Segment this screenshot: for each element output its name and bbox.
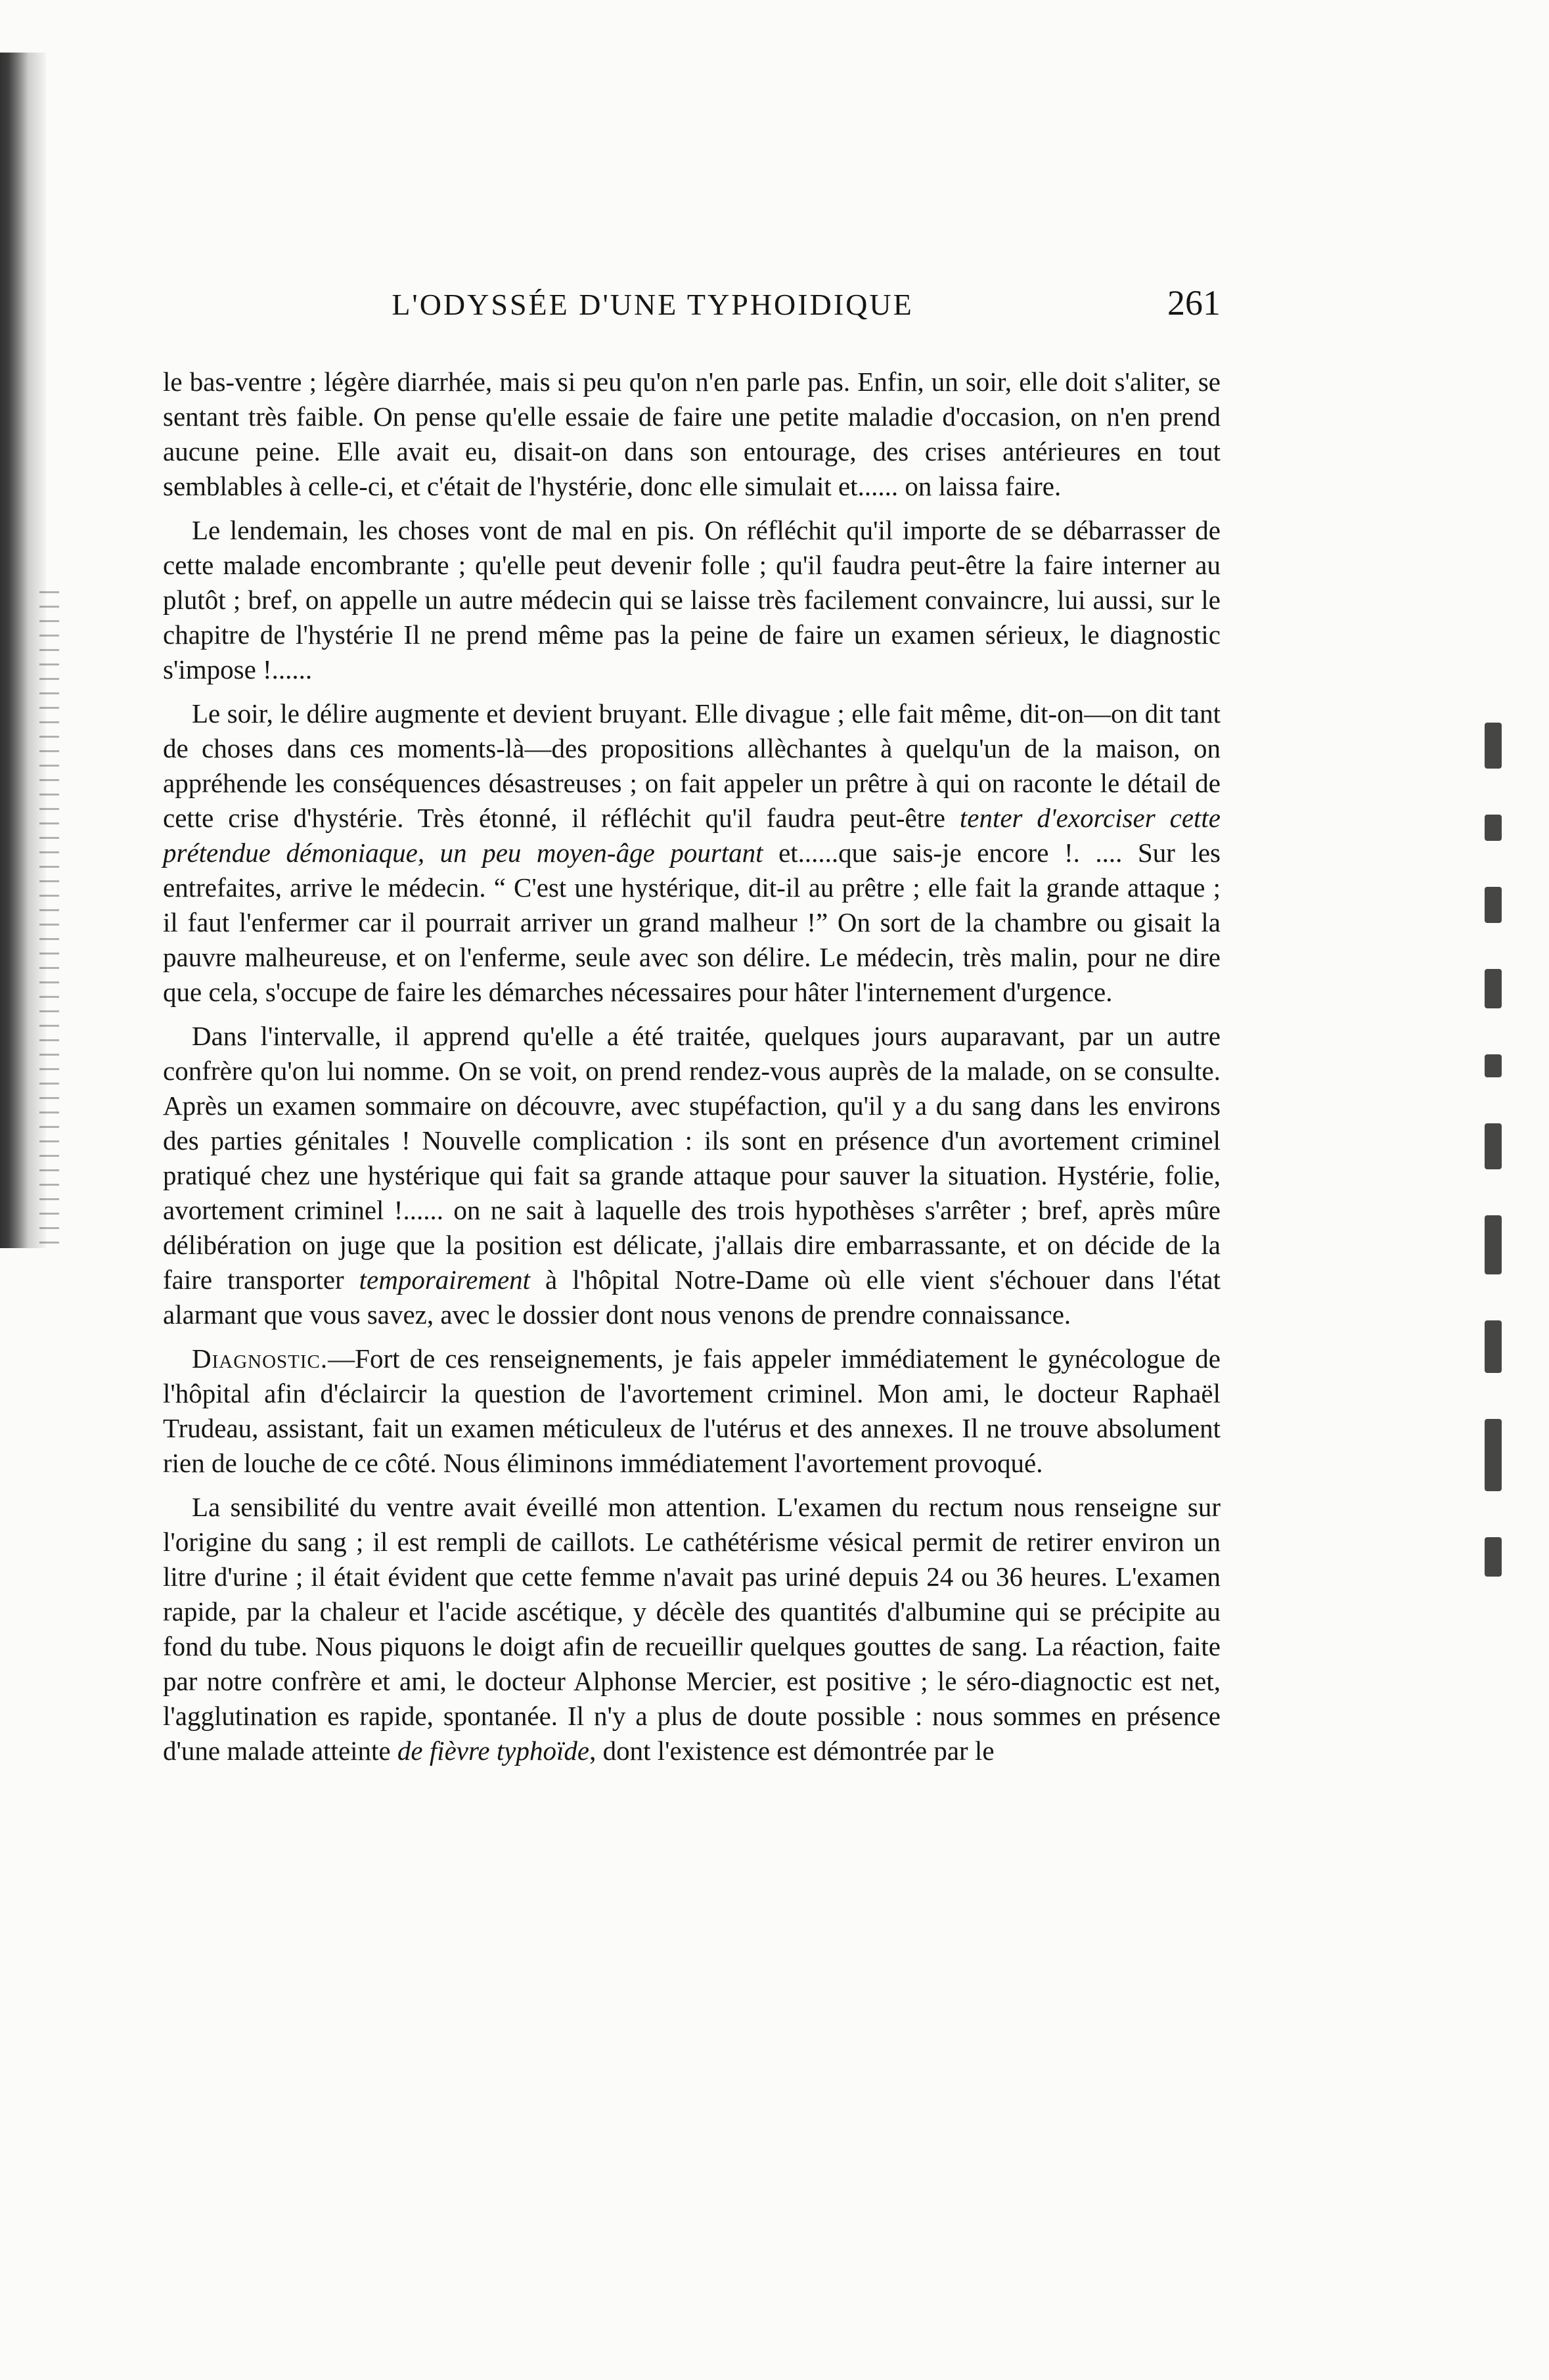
paragraph-6	[163, 1490, 1221, 1768]
running-title: L'ODYSSÉE D'UNE TYPHOIDIQUE	[392, 288, 914, 321]
paragraph-6-text-start: La sensibilité du ventre avait éveillé mon attention. L'examen du rectum nous renseigne sur l'origine du sang ; il est rempli de caillots. Le cathétérisme vésical permit de retirer environ un litre d'urine ; il était évident que cette femme n'avait pas uriné depuis 24 ou 36 heures. L'examen rapide, par la chaleur et l'acide ascétique, y décèle des quantités d'albumine qui se précipite au fond du tube. Nous piquons le doigt afin de recueillir quelques gouttes de sang. La réaction, faite par notre confrère et ami, le docteur Alphonse Mercier, est positive ; le séro-diagnoctic est net, l'agglutination es rapide, spontanée. Il n'y a plus de doute possible : nous sommes en présence d'une malade atteinte	[163, 1492, 1221, 1766]
paragraph-1-text: le bas-ventre ; légère diarrhée, mais si peu qu'on n'en parle pas. Enfin, un soir, elle doit s'aliter, se sentant très faible. On pense qu'elle essaie de faire une petite maladie d'occasion, on n'en prend aucune peine. Elle avait eu, disait-on dans son entourage, des crises antérieures en tout semblables à celle-ci, et c'était de l'hystérie, donc elle simulait et...... on laissa faire.	[163, 367, 1221, 501]
section-heading-diagnostic: Diagnostic.	[192, 1343, 328, 1374]
body-text	[163, 365, 1221, 1778]
paragraph-6-italic: de fièvre typhoïde	[397, 1736, 590, 1766]
paragraph-1	[163, 365, 1221, 504]
paragraph-5	[163, 1341, 1221, 1481]
paragraph-4	[163, 1019, 1221, 1332]
paragraph-6-text-end: , dont l'existence est démontrée par le	[589, 1736, 995, 1766]
paragraph-3-text-end: et......que sais-je encore !. .... Sur les entrefaites, arrive le médecin. “ C'est une hystérique, dit-il au prêtre ; elle fait la grande attaque ; il faut l'enfermer car il pourrait arriver un grand malheur !” On sort de la chambre ou gisait la pauvre malheureuse, et on l'enferme, seule avec son délire. Le médecin, très malin, pour ne dire que cela, s'occupe de faire les démarches nécessaires pour hâter l'internement d'urgence.	[163, 838, 1221, 1007]
paragraph-2-text: Le lendemain, les choses vont de mal en pis. On réfléchit qu'il importe de se débarrasser de cette malade encombrante ; qu'elle peut devenir folle ; qu'il faudra peut-être la faire interner au plutôt ; bref, on appelle un autre médecin qui se laisse très facilement convaincre, lui aussi, sur le chapitre de l'hystérie Il ne prend même pas la peine de faire un examen sérieux, le diagnostic s'impose !......	[163, 515, 1221, 685]
paragraph-5-text: —Fort de ces renseignements, je fais appeler immédiatement le gynécologue de l'hôpital afin d'éclaircir la question de l'avortement criminel. Mon ami, le docteur Raphaël Trudeau, assistant, fait un examen méticuleux de l'utérus et des annexes. Il ne trouve absolument rien de louche de ce côté. Nous éliminons immédiatement l'avortement provoqué.	[163, 1343, 1221, 1478]
paragraph-4-text-end: à l'hôpital Notre-Dame où elle vient s'échouer dans l'état alarmant que vous savez, avec le dossier dont nous venons de prendre connaissance.	[163, 1265, 1221, 1330]
facing-page-bleed	[1464, 723, 1523, 1741]
page-header	[164, 282, 1221, 335]
paragraph-3-italic: tenter d'exorciser cette prétendue démoniaque, un peu moyen-âge pourtant	[163, 803, 1221, 868]
paragraph-4-italic: temporairement	[359, 1265, 531, 1295]
paragraph-3	[163, 696, 1221, 1010]
page-number: 261	[1167, 283, 1221, 323]
paragraph-4-text-start: Dans l'intervalle, il apprend qu'elle a été traitée, quelques jours auparavant, par un autre confrère qu'on lui nomme. On se voit, on prend rendez-vous auprès de la malade, on se consulte. Après un examen sommaire on découvre, avec stupéfaction, qu'il y a du sang dans les environs des parties génitales ! Nouvelle complication : ils sont en présence d'un avortement criminel pratiqué chez une hystérique qui fait sa grande attaque pour sauver la situation. Hystérie, folie, avortement criminel !...... on ne sait à laquelle des trois hypothèses s'arrêter ; bref, après mûre délibération on juge que la position est délicate, j'allais dire embarrassante, et on décide de la faire transporter	[163, 1021, 1221, 1295]
paragraph-2	[163, 513, 1221, 687]
binding-edge-marks	[39, 591, 59, 1248]
paragraph-3-text-start: Le soir, le délire augmente et devient bruyant. Elle divague ; elle fait même, dit-on—on dit tant de choses dans ces moments-là—des propositions allèchantes à quelqu'un de la maison, on appréhende les conséquences désastreuses ; on fait appeler un prêtre à qui on raconte le détail de cette crise d'hystérie. Très étonné, il réfléchit qu'il faudra peut-être	[163, 698, 1221, 833]
